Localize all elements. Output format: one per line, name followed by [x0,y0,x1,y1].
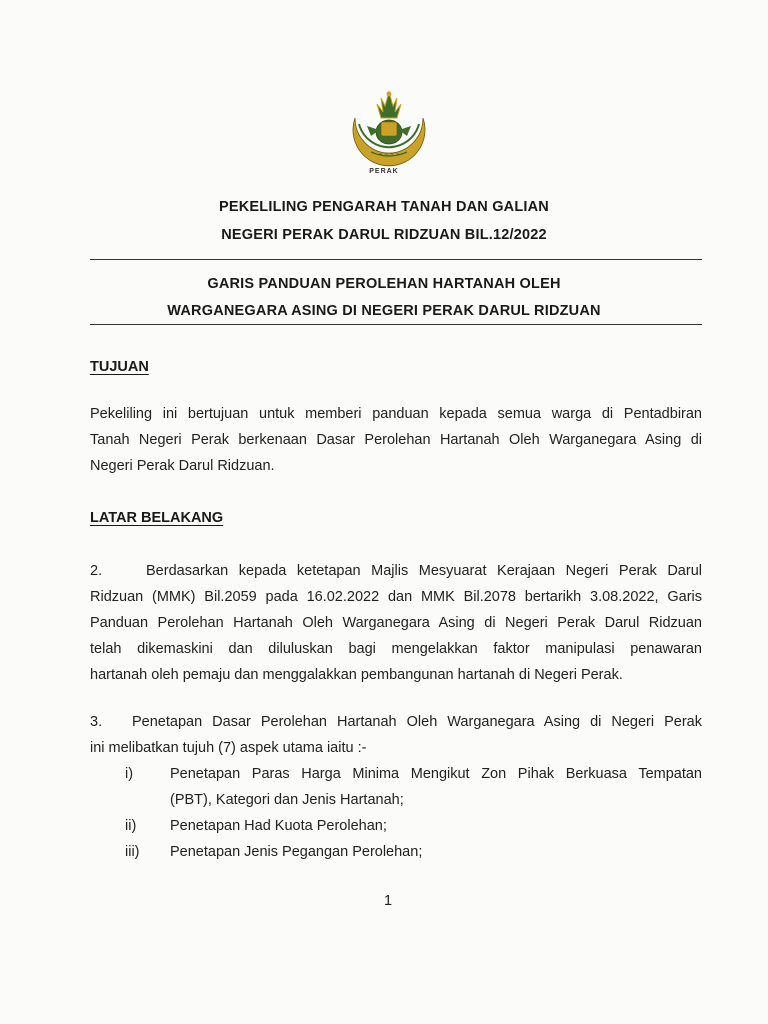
paragraph-text: Berdasarkan kepada ketetapan Majlis Mesyuarat Kerajaan Negeri Perak Darul [146,563,702,579]
crest-label: PERAK [369,168,399,175]
section-heading-latar-belakang: LATAR BELAKANG [90,510,224,526]
paragraph-line: Pekeliling ini bertujuan untuk memberi panduan kepada semua warga di Pentadbiran [90,406,702,422]
tujuan-paragraph [90,401,702,479]
divider-bottom [90,324,702,325]
paragraph-line: Panduan Perolehan Hartanah Oleh Warganegara Asing di Negeri Perak Darul Ridzuan [90,615,702,631]
subject-line1: GARIS PANDUAN PEROLEHAN HARTANAH OLEH [207,276,561,292]
subject-line2: WARGANEGARA ASING DI NEGERI PERAK DARUL RIDZUAN [167,303,601,319]
page-number: 1 [384,893,393,909]
paragraph-line [90,558,702,584]
paragraph-line [90,709,702,735]
list-item-text: (PBT), Kategori dan Jenis Hartanah; [170,792,404,808]
paragraph-line: telah dikemaskini dan diluluskan bagi mengelakkan faktor manipulasi penawaran [90,641,702,657]
paragraph-number: 2. [90,563,103,579]
circular-title-line2: NEGERI PERAK DARUL RIDZUAN BIL.12/2022 [221,227,547,243]
list-item-text: Penetapan Jenis Pegangan Perolehan; [170,844,423,860]
list-item-text: Penetapan Paras Harga Minima Mengikut Zon Pihak Berkuasa Tempatan [170,766,702,782]
paragraph-line: ini melibatkan tujuh (7) aspek utama iaitu :- [90,740,367,756]
paragraph-line: Ridzuan (MMK) Bil.2059 pada 16.02.2022 dan MMK Bil.2078 bertarikh 3.08.2022, Garis [90,589,702,605]
svg-text:~ ~ ~ ~: ~ ~ ~ ~ [378,152,400,158]
divider-top [90,259,702,260]
list-item-number: i) [125,766,134,782]
paragraph-3 [90,709,702,761]
paragraph-number: 3. [90,714,103,730]
paragraph-line: hartanah oleh pemaju dan menggalakkan pembangunan hartanah di Negeri Perak. [90,667,623,683]
list-item-number: iii) [125,844,140,860]
section-heading-tujuan: TUJUAN [90,359,149,375]
paragraph-2 [90,558,702,688]
list-item-text: Penetapan Had Kuota Perolehan; [170,818,387,834]
circular-title-line1: PEKELILING PENGARAH TANAH DAN GALIAN [219,199,549,215]
paragraph-line: Tanah Negeri Perak berkenaan Dasar Perolehan Hartanah Oleh Warganegara Asing di [90,432,702,448]
perak-crest-icon [341,86,437,180]
paragraph-text: Penetapan Dasar Perolehan Hartanah Oleh Warganegara Asing di Negeri Perak [132,714,702,730]
list-item-number: ii) [125,818,137,834]
paragraph-line: Negeri Perak Darul Ridzuan. [90,458,275,474]
